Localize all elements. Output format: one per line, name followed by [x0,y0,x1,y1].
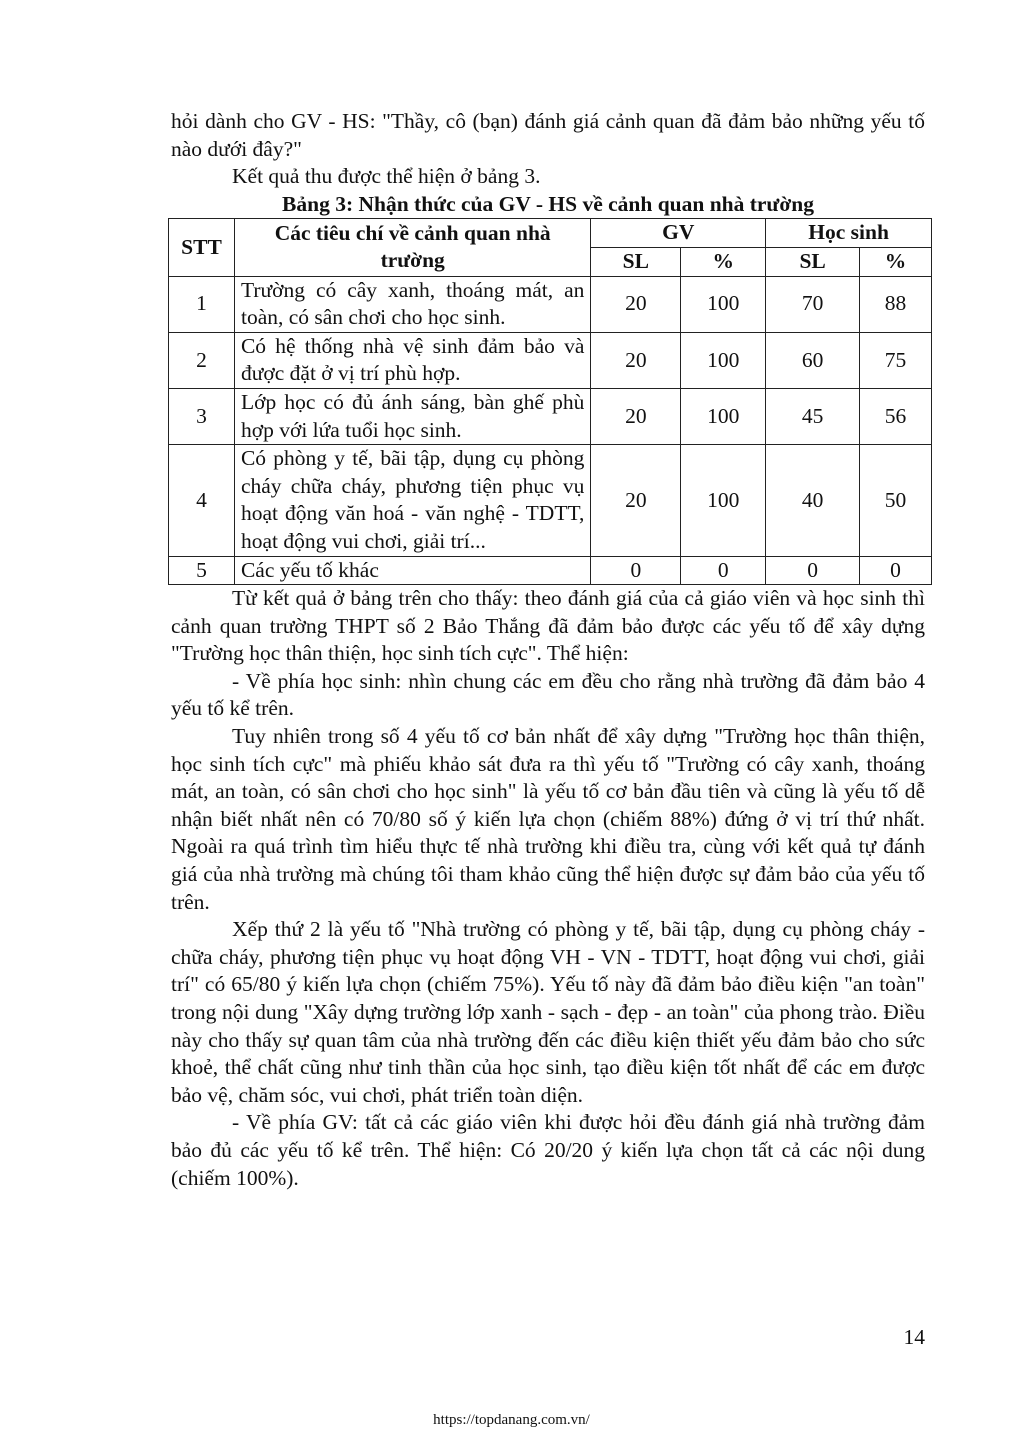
cell-gv-sl: 20 [591,388,681,444]
header-stt: STT [169,219,235,276]
header-gv-sl: SL [591,247,681,276]
table-header-row [169,219,932,248]
paragraph-second-factor: Xếp thứ 2 là yếu tố "Nhà trường có phòng y tế, bãi tập, dụng cụ phòng cháy - chữa cháy, phương tiện phục vụ hoạt động VH - VN - TDTT, hoạt động vui chơi, giải trí" có 65/80 ý kiến lựa chọn (chiếm 75%). Yếu tố này đã đảm bảo điều kiện "an toàn" trong nội dung "Xây dựng trường lớp xanh - sạch - đẹp - an toàn" của phong trào. Điều này cho thấy sự quan tâm của nhà trường đến các điều kiện thiết yếu đảm bảo cho sức khoẻ, thể chất cũng như tinh thần của học sinh, tạo điều kiện tốt nhất để các em được bảo vệ, chăm sóc, vui chơi, phát triển toàn diện. [171,917,925,1107]
cell-criteria: Có hệ thống nhà vệ sinh đảm bảo và được đặt ở vị trí phù hợp. [234,332,590,388]
cell-hs-pct: 50 [860,445,932,556]
cell-hs-sl: 0 [766,556,860,585]
header-hs: Học sinh [766,219,932,248]
cell-gv-sl: 20 [591,276,681,332]
cell-hs-sl: 70 [766,276,860,332]
cell-stt: 5 [169,556,235,585]
cell-criteria: Lớp học có đủ ánh sáng, bàn ghế phù hợp với lứa tuổi học sinh. [234,388,590,444]
cell-hs-pct: 88 [860,276,932,332]
cell-hs-sl: 60 [766,332,860,388]
paragraph-first-factor: Tuy nhiên trong số 4 yếu tố cơ bản nhất để xây dựng "Trường học thân thiện, học sinh tích cực" mà phiếu khảo sát đưa ra thì yếu tố "Trường có cây xanh, thoáng mát, an toàn, có sân chơi cho học sinh" là yếu tố cơ bản đầu tiên và cũng là yếu tố dễ nhận biết nhất nên có 70/80 số ý kiến lựa chọn (chiếm 88%) đứng ở vị trí thứ nhất. Ngoài ra quá trình tìm hiểu thực tế nhà trường khi điều tra, cùng với kết quả tự đánh giá của nhà trường mà chúng tôi tham khảo cũng thể hiện được sự đảm bảo của yếu tố trên. [171,724,925,914]
paragraph-result-note: Kết quả thu được thể hiện ở bảng 3. [232,164,541,189]
table-row [169,445,932,556]
header-hs-sl: SL [766,247,860,276]
cell-criteria: Có phòng y tế, bãi tập, dụng cụ phòng cháy chữa cháy, phương tiện phục vụ hoạt động văn hoá - văn nghệ - TDTT, hoạt động vui chơi, giải trí... [234,445,590,556]
cell-hs-pct: 75 [860,332,932,388]
cell-hs-sl: 40 [766,445,860,556]
header-criteria: Các tiêu chí về cảnh quan nhà trường [234,219,590,276]
document-page [171,108,925,1192]
survey-table [168,218,932,585]
table-row [169,388,932,444]
cell-gv-sl: 20 [591,332,681,388]
cell-stt: 2 [169,332,235,388]
header-gv: GV [591,219,766,248]
paragraph-conclusion: Từ kết quả ở bảng trên cho thấy: theo đánh giá của cả giáo viên và học sinh thì cảnh quan trường THPT số 2 Bảo Thắng đã đảm bảo được các yếu tố để xây dựng "Trường học thân thiện, học sinh tích cực". Thể hiện: [171,586,925,666]
cell-criteria: Các yếu tố khác [234,556,590,585]
cell-gv-pct: 100 [681,388,766,444]
cell-gv-sl: 0 [591,556,681,585]
cell-stt: 3 [169,388,235,444]
table-row [169,332,932,388]
table-row [169,276,932,332]
cell-gv-pct: 100 [681,445,766,556]
table-caption: Bảng 3: Nhận thức của GV - HS về cảnh quan nhà trường [282,191,814,216]
paragraph-students: - Về phía học sinh: nhìn chung các em đều cho rằng nhà trường đã đảm bảo 4 yếu tố kể trên. [171,668,925,721]
header-gv-pct: % [681,247,766,276]
footer-url[interactable]: https://topdanang.com.vn/ [433,1412,590,1428]
cell-stt: 4 [169,445,235,556]
table-row [169,556,932,585]
paragraph-intro: hỏi dành cho GV - HS: "Thầy, cô (bạn) đánh giá cảnh quan đã đảm bảo những yếu tố nào dưới đây?" [171,109,925,161]
cell-hs-pct: 0 [860,556,932,585]
cell-gv-pct: 100 [681,332,766,388]
page-number: 14 [903,1325,925,1349]
cell-hs-pct: 56 [860,388,932,444]
cell-gv-pct: 100 [681,276,766,332]
cell-criteria: Trường có cây xanh, thoáng mát, an toàn, có sân chơi cho học sinh. [234,276,590,332]
cell-stt: 1 [169,276,235,332]
paragraph-teachers: - Về phía GV: tất cả các giáo viên khi được hỏi đều đánh giá nhà trường đảm bảo đủ các yếu tố kể trên. Thể hiện: Có 20/20 ý kiến lựa chọn tất cả các nội dung (chiếm 100%). [171,1110,925,1190]
header-hs-pct: % [860,247,932,276]
cell-hs-sl: 45 [766,388,860,444]
cell-gv-pct: 0 [681,556,766,585]
cell-gv-sl: 20 [591,445,681,556]
